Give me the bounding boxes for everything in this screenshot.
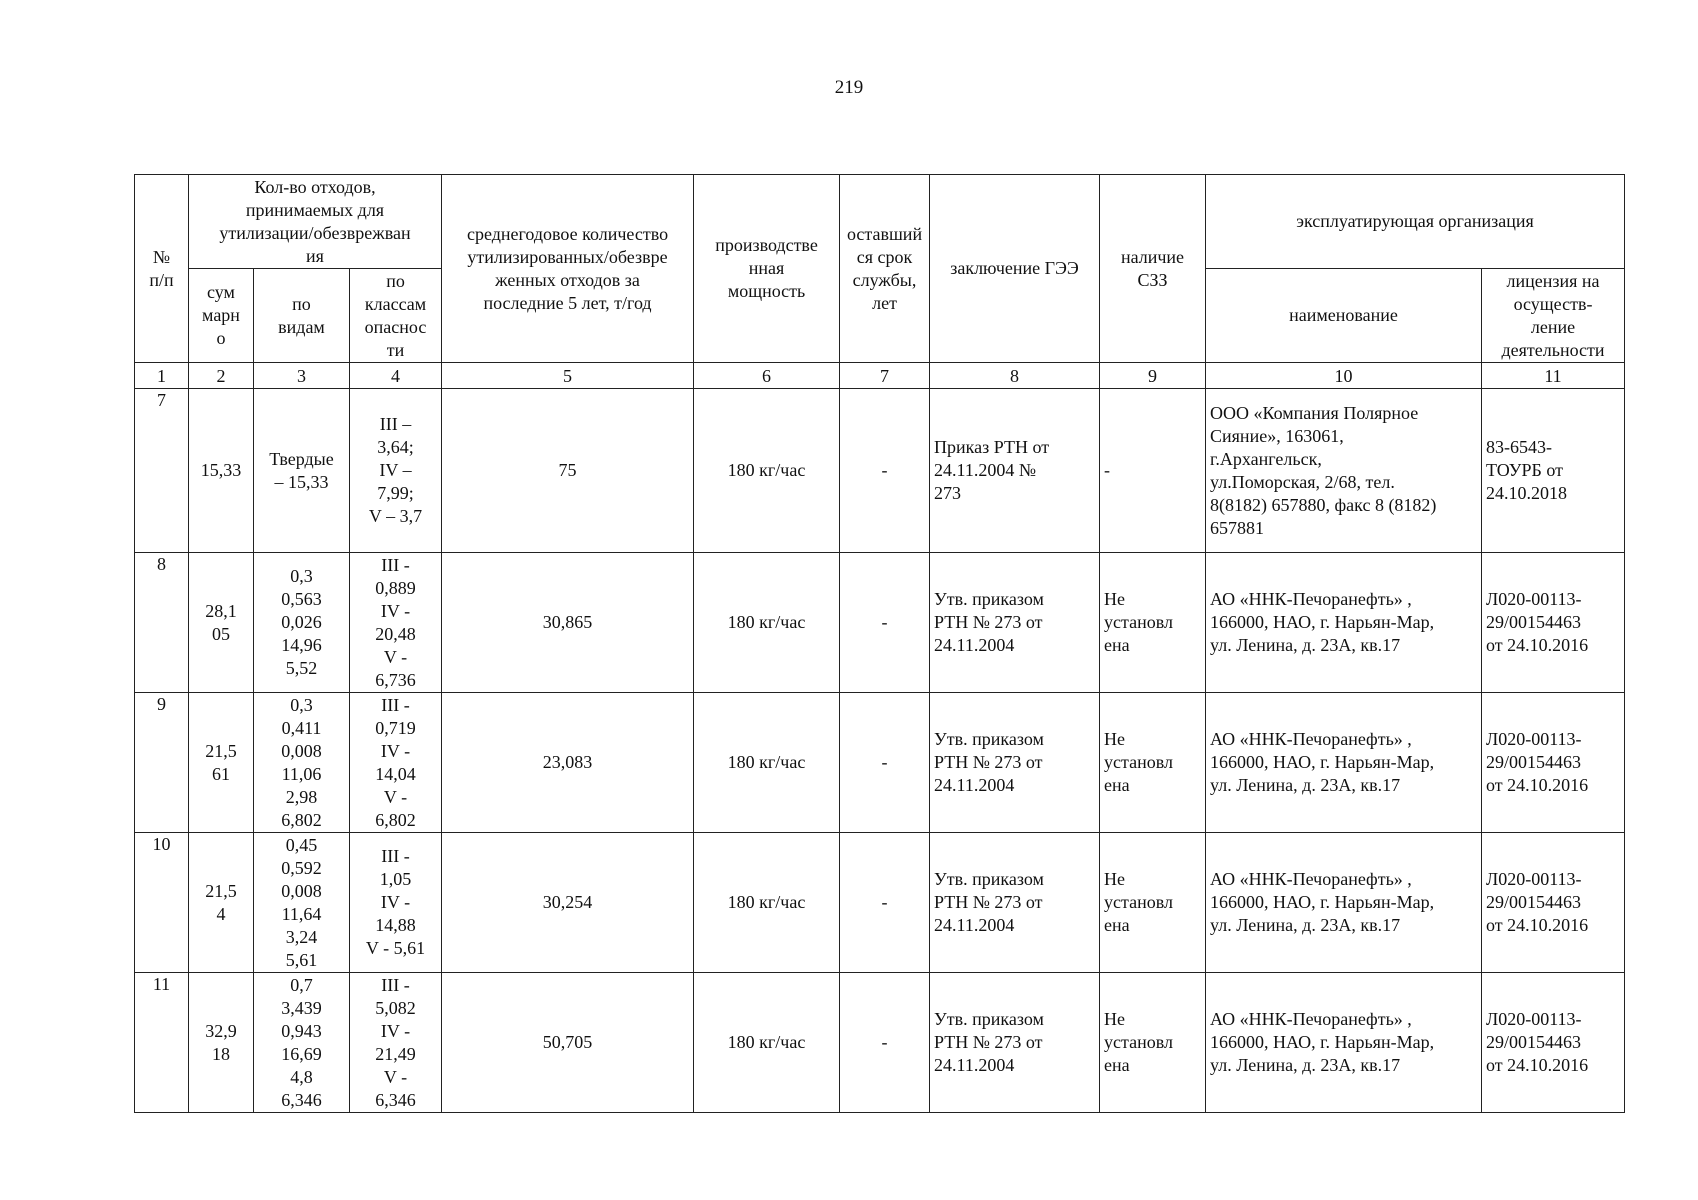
remaining-life-cell [840, 389, 930, 553]
text-line: Л020-00113- [1486, 589, 1582, 609]
text-line: 166000, НАО, г. Нарьян-Мар, [1210, 752, 1435, 772]
operator-name-cell [1206, 693, 1482, 833]
text-line: 7 [157, 390, 166, 410]
avg-amount-cell [442, 833, 694, 973]
text-line: 0,45 [285, 834, 318, 855]
sum-cell [189, 973, 254, 1113]
table-row [135, 553, 1625, 693]
column-number: 4 [350, 363, 442, 389]
remaining-life-cell [840, 973, 930, 1113]
text-line: - [881, 892, 888, 912]
text-line: установл [1104, 892, 1173, 912]
text-line: производстве [715, 235, 818, 255]
text-line: 180 кг/час [727, 1032, 806, 1052]
capacity-cell [694, 973, 840, 1113]
text-line: 28,1 [205, 600, 237, 621]
text-line: 61 [212, 763, 230, 784]
text-line: Л020-00113- [1486, 869, 1582, 889]
text-line: 0,889 [375, 577, 416, 598]
text-line: деятельности [1501, 339, 1605, 360]
text-line: 4,8 [290, 1066, 313, 1087]
text-line: СЗЗ [1137, 269, 1168, 290]
text-line: Утв. приказом [934, 589, 1044, 609]
text-line: 3,64; [377, 437, 414, 457]
text-line: АО «ННК-Печоранефть» , [1210, 1009, 1412, 1029]
text-line: от 24.10.2016 [1486, 1055, 1589, 1075]
text-line: от 24.10.2016 [1486, 635, 1589, 655]
text-line: III - [381, 974, 410, 995]
text-line: РТН № 273 от [934, 892, 1043, 912]
text-line: III - [381, 846, 410, 866]
operator-name-cell [1206, 553, 1482, 693]
text-line: осуществ- [1513, 293, 1593, 314]
text-line: по [386, 270, 405, 291]
text-line: 11,06 [281, 763, 322, 784]
text-line: 3,24 [285, 926, 318, 947]
avg-amount-cell [442, 553, 694, 693]
text-line: 30,254 [542, 892, 593, 912]
text-line: 9 [157, 694, 166, 714]
remaining-life-cell [840, 553, 930, 693]
text-line: установл [1104, 752, 1173, 772]
text-line: от 24.10.2016 [1486, 915, 1589, 935]
text-line: заключение ГЭЭ [950, 258, 1079, 278]
text-line: III - [381, 554, 410, 575]
text-line: 6,802 [375, 809, 416, 830]
row-num-cell [135, 553, 189, 693]
text-line: V - 5,61 [365, 938, 426, 958]
text-line: V - [383, 1066, 408, 1087]
text-line: 83-6543- [1486, 437, 1553, 457]
text-line: Л020-00113- [1486, 1009, 1582, 1029]
text-line: 24.11.2004 [934, 915, 1015, 935]
license-cell [1482, 553, 1625, 693]
text-line: 24.11.2004 № [934, 460, 1037, 480]
by-class-cell [350, 833, 442, 973]
text-line: среднегодовое количество [466, 223, 669, 244]
text-line: Л020-00113- [1486, 729, 1582, 749]
text-line: 29/00154463 [1486, 612, 1582, 632]
text-line: ти [386, 339, 405, 360]
text-line: Приказ РТН от [934, 437, 1050, 457]
text-line: 6,736 [375, 669, 416, 690]
text-line: ул. Ленина, д. 23А, кв.17 [1210, 915, 1401, 935]
column-number: 7 [840, 363, 930, 389]
header-by-type [254, 269, 350, 363]
operator-name-cell [1206, 389, 1482, 553]
by-type-cell [254, 693, 350, 833]
capacity-cell [694, 693, 840, 833]
text-line: 0,3 [290, 694, 313, 715]
szz-cell [1100, 553, 1206, 693]
text-line: 30,865 [542, 612, 593, 632]
szz-cell [1100, 693, 1206, 833]
text-line: РТН № 273 от [934, 612, 1043, 632]
text-line: 18 [212, 1043, 230, 1064]
text-line: ул. Ленина, д. 23А, кв.17 [1210, 1055, 1401, 1075]
text-line: Утв. приказом [934, 869, 1044, 889]
gee-conclusion-cell [930, 833, 1100, 973]
sum-cell [189, 389, 254, 553]
text-line: 6,346 [281, 1089, 322, 1110]
header-operator-name [1206, 269, 1482, 363]
text-line: 5,61 [285, 949, 318, 970]
text-line: Не [1104, 589, 1126, 609]
text-line: АО «ННК-Печоранефть» , [1210, 589, 1412, 609]
header-remaining-life [840, 175, 930, 363]
table-row [135, 973, 1625, 1113]
text-line: - [881, 1032, 888, 1052]
gee-conclusion-cell [930, 693, 1100, 833]
capacity-cell [694, 553, 840, 693]
text-line: № [152, 246, 171, 267]
text-line: 166000, НАО, г. Нарьян-Мар, [1210, 892, 1435, 912]
text-line: Не [1104, 869, 1126, 889]
text-line: мощность [727, 281, 806, 301]
text-line: 180 кг/час [727, 612, 806, 632]
text-line: Твердые [269, 448, 334, 469]
szz-cell [1100, 833, 1206, 973]
text-line: - [881, 612, 888, 632]
column-number: 1 [135, 363, 189, 389]
text-line: 11 [152, 974, 171, 994]
header-license [1482, 269, 1625, 363]
by-type-cell [254, 553, 350, 693]
header-row-top [135, 175, 1625, 269]
text-line: 6,802 [281, 809, 322, 830]
by-class-cell [350, 389, 442, 553]
text-line: нная [748, 258, 785, 278]
text-line: Сияние», 163061, [1210, 425, 1344, 446]
text-line: классам [364, 293, 427, 314]
column-number-row [135, 363, 1625, 389]
header-capacity [694, 175, 840, 363]
text-line: IV - [380, 600, 411, 621]
text-line: ул.Поморская, 2/68, тел. [1210, 471, 1395, 492]
column-number: 3 [254, 363, 350, 389]
text-line: РТН № 273 от [934, 1032, 1043, 1052]
text-line: 166000, НАО, г. Нарьян-Мар, [1210, 1032, 1435, 1052]
row-num-cell [135, 693, 189, 833]
column-number: 6 [694, 363, 840, 389]
avg-amount-cell [442, 693, 694, 833]
row-num-cell [135, 973, 189, 1113]
text-line: ена [1104, 1055, 1130, 1075]
text-line: сум [207, 282, 235, 302]
header-qty-group [189, 175, 442, 269]
text-line: 29/00154463 [1486, 752, 1582, 772]
text-line: 0,592 [281, 857, 322, 878]
text-line: 29/00154463 [1486, 1032, 1582, 1052]
text-line: по [292, 293, 311, 314]
text-line: лет [872, 292, 897, 313]
text-line: 75 [558, 460, 577, 480]
text-line: установл [1104, 1032, 1173, 1052]
table-body [135, 389, 1625, 1113]
text-line: 24.10.2018 [1486, 483, 1568, 503]
by-type-cell [254, 389, 350, 553]
license-cell [1482, 693, 1625, 833]
text-line: 32,9 [205, 1020, 237, 1041]
text-line: Не [1104, 1009, 1126, 1029]
by-class-cell [350, 693, 442, 833]
text-line: IV - [380, 892, 411, 912]
text-line: 14,96 [281, 635, 322, 655]
avg-amount-cell [442, 389, 694, 553]
header-by-class [350, 269, 442, 363]
text-line: 657881 [1210, 517, 1265, 538]
text-line: – 15,33 [274, 471, 329, 492]
text-line: 4 [216, 903, 226, 924]
text-line: 15,33 [200, 460, 242, 480]
text-line: 16,69 [281, 1043, 322, 1064]
sum-cell [189, 553, 254, 693]
text-line: 0,026 [281, 612, 322, 632]
text-line: ул. Ленина, д. 23А, кв.17 [1210, 775, 1401, 795]
table-row [135, 389, 1625, 553]
text-line: 7,99; [377, 483, 414, 503]
page-number: 219 [834, 77, 864, 98]
text-line: 1,05 [379, 869, 412, 889]
column-number: 10 [1206, 363, 1482, 389]
by-type-cell [254, 973, 350, 1113]
header-operator [1206, 175, 1625, 269]
sum-cell [189, 833, 254, 973]
column-number: 11 [1482, 363, 1625, 389]
header-gee-conclusion [930, 175, 1100, 363]
table-header [135, 175, 1625, 389]
by-type-cell [254, 833, 350, 973]
license-cell [1482, 973, 1625, 1113]
text-line: 0,411 [281, 717, 322, 738]
text-line: видам [278, 316, 325, 337]
text-line: 14,04 [375, 763, 416, 784]
text-line: ена [1104, 635, 1130, 655]
text-line: наличие [1120, 246, 1185, 267]
text-line: 0,719 [375, 717, 416, 738]
row-num-cell [135, 833, 189, 973]
text-line: ся срок [856, 246, 913, 267]
text-line: 20,48 [375, 623, 416, 644]
gee-conclusion-cell [930, 973, 1100, 1113]
operator-name-cell [1206, 833, 1482, 973]
text-line: оставший [846, 223, 923, 244]
operator-name-cell [1206, 973, 1482, 1113]
text-line: ена [1104, 915, 1130, 935]
text-line: 8(8182) 657880, факс 8 (8182) [1210, 494, 1437, 515]
capacity-cell [694, 833, 840, 973]
gee-conclusion-cell [930, 389, 1100, 553]
text-line: службы, [852, 269, 917, 290]
text-line: 14,88 [375, 915, 416, 935]
column-number: 5 [442, 363, 694, 389]
text-line: 21,5 [205, 740, 237, 761]
column-number: 9 [1100, 363, 1206, 389]
text-line: принимаемых для [245, 199, 385, 220]
license-cell [1482, 833, 1625, 973]
text-line: о [216, 328, 226, 348]
text-line: Утв. приказом [934, 1009, 1044, 1029]
waste-facility-table [134, 174, 1625, 1113]
header-szz [1100, 175, 1206, 363]
text-line: 24.11.2004 [934, 775, 1015, 795]
text-line: 273 [934, 483, 962, 503]
text-line: 166000, НАО, г. Нарьян-Мар, [1210, 612, 1435, 632]
text-line: 5,082 [375, 997, 416, 1018]
header-num [135, 175, 189, 363]
szz-cell [1100, 973, 1206, 1113]
text-line: ление [1530, 316, 1576, 337]
text-line: 0,3 [290, 566, 313, 586]
by-class-cell [350, 553, 442, 693]
text-line: 24.11.2004 [934, 1055, 1015, 1075]
text-line: женных отходов за [495, 269, 640, 290]
text-line: АО «ННК-Печоранефть» , [1210, 729, 1412, 749]
text-line: 5,52 [285, 658, 318, 678]
text-line: опаснос [364, 316, 427, 337]
text-line: п/п [149, 269, 174, 290]
text-line: 24.11.2004 [934, 635, 1015, 655]
text-line: 21,49 [375, 1043, 416, 1064]
text-line: 8 [157, 554, 166, 574]
text-line: марн [202, 305, 240, 325]
text-line: 21,5 [205, 880, 237, 901]
text-line: ул. Ленина, д. 23А, кв.17 [1210, 635, 1401, 655]
header-avg-amount [442, 175, 694, 363]
text-line: ООО «Компания Полярное [1210, 402, 1419, 423]
text-line: IV – [379, 460, 412, 480]
text-line: V - [383, 646, 408, 667]
text-line: ТОУРБ от [1486, 460, 1563, 480]
text-line: - [1104, 460, 1111, 480]
license-cell [1482, 389, 1625, 553]
text-line: 0,563 [281, 589, 322, 609]
text-line: наименование [1289, 305, 1398, 325]
text-line: 23,083 [542, 752, 593, 772]
text-line: V - [383, 786, 408, 807]
text-line: г.Архангельск, [1210, 448, 1322, 469]
text-line: 0,008 [281, 880, 322, 901]
text-line: утилизации/обезврежван [219, 222, 411, 243]
text-line: 180 кг/час [727, 460, 806, 480]
text-line: - [881, 752, 888, 772]
text-line: 0,943 [281, 1020, 322, 1041]
text-line: Кол-во отходов, [254, 176, 376, 197]
text-line: утилизированных/обезвре [467, 246, 668, 267]
column-number: 8 [930, 363, 1100, 389]
text-line: 3,439 [281, 997, 322, 1018]
text-line: эксплуатирующая организация [1296, 211, 1534, 231]
capacity-cell [694, 389, 840, 553]
text-line: III – [379, 414, 412, 434]
text-line: 0,7 [290, 974, 313, 995]
column-number: 2 [189, 363, 254, 389]
text-line: 180 кг/час [727, 752, 806, 772]
text-line: ена [1104, 775, 1130, 795]
remaining-life-cell [840, 833, 930, 973]
text-line: 0,008 [281, 740, 322, 761]
text-line: 29/00154463 [1486, 892, 1582, 912]
text-line: 05 [212, 623, 230, 644]
text-line: Утв. приказом [934, 729, 1044, 749]
remaining-life-cell [840, 693, 930, 833]
text-line: РТН № 273 от [934, 752, 1043, 772]
szz-cell [1100, 389, 1206, 553]
text-line: IV - [380, 740, 411, 761]
text-line: установл [1104, 612, 1173, 632]
by-class-cell [350, 973, 442, 1113]
text-line: 10 [152, 834, 171, 854]
table-row [135, 693, 1625, 833]
text-line: IV - [380, 1020, 411, 1041]
text-line: 50,705 [542, 1032, 593, 1052]
text-line: от 24.10.2016 [1486, 775, 1589, 795]
gee-conclusion-cell [930, 553, 1100, 693]
text-line: III - [381, 694, 410, 715]
text-line: лицензия на [1506, 270, 1600, 291]
text-line: Не [1104, 729, 1126, 749]
sum-cell [189, 693, 254, 833]
table-row [135, 833, 1625, 973]
text-line: 2,98 [285, 786, 318, 807]
text-line: 6,346 [375, 1089, 416, 1110]
text-line: 180 кг/час [727, 892, 806, 912]
text-line: - [881, 460, 888, 480]
text-line: V – 3,7 [368, 506, 423, 526]
text-line: последние 5 лет, т/год [483, 292, 652, 313]
header-sum [189, 269, 254, 363]
text-line: 11,64 [281, 903, 322, 924]
text-line: АО «ННК-Печоранефть» , [1210, 869, 1412, 889]
avg-amount-cell [442, 973, 694, 1113]
text-line: ия [306, 245, 324, 266]
row-num-cell [135, 389, 189, 553]
